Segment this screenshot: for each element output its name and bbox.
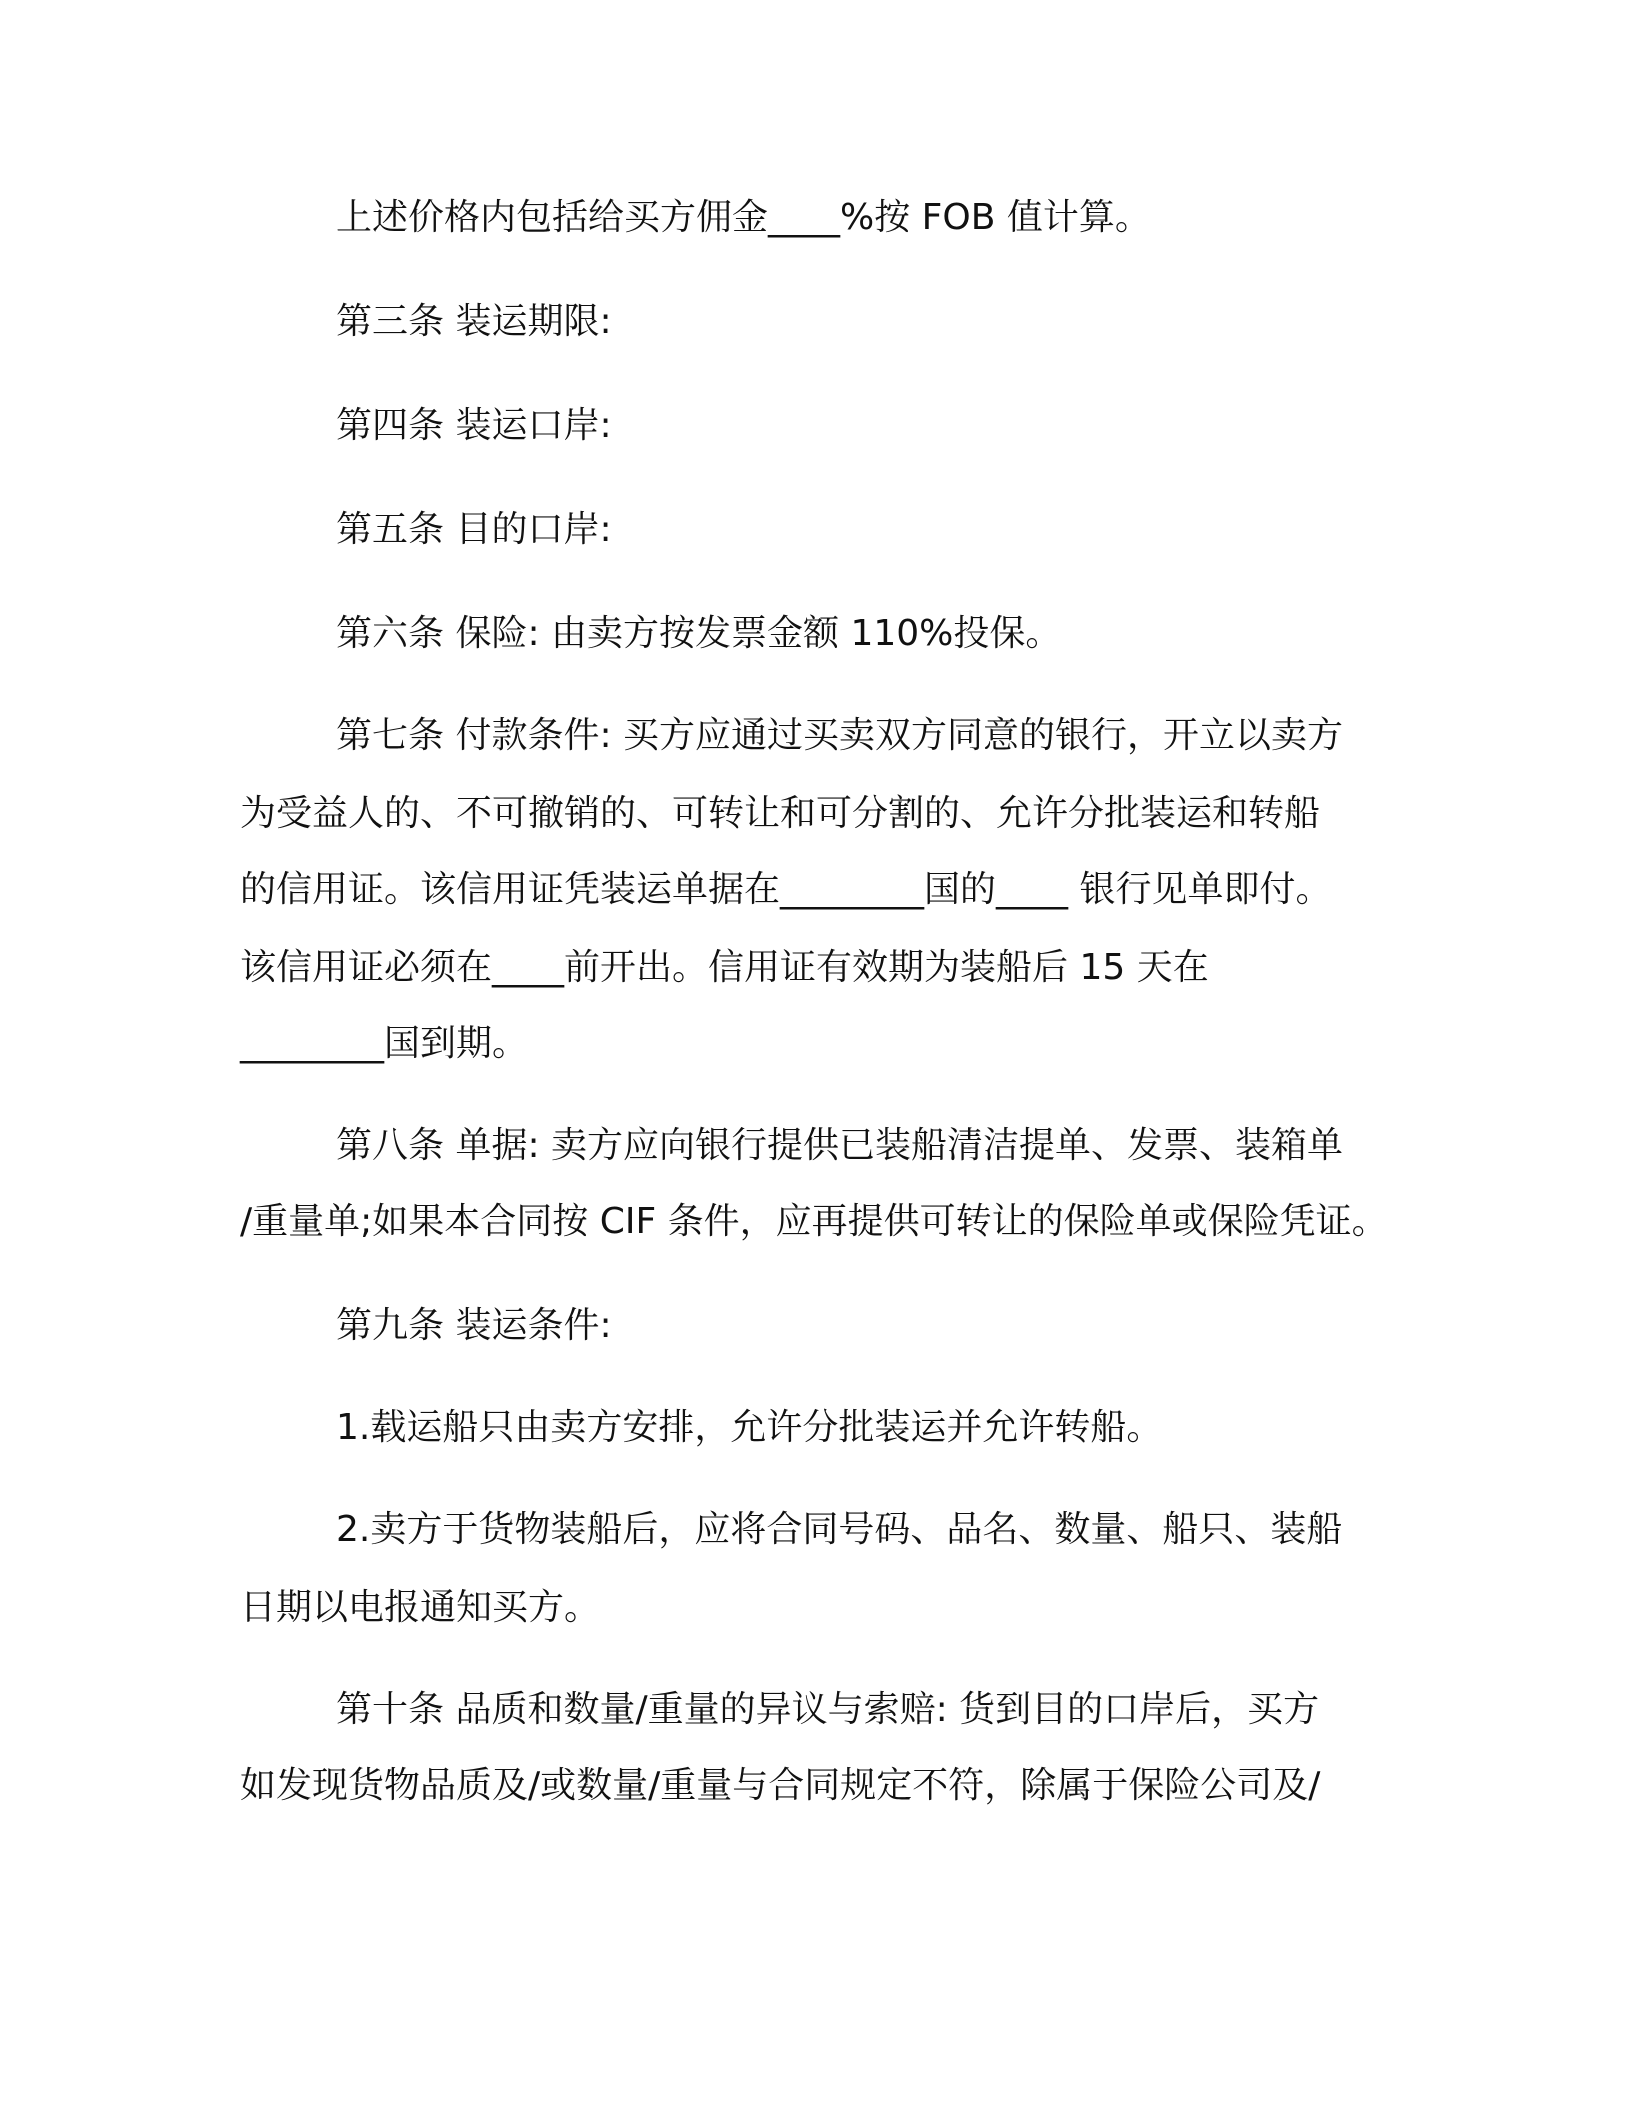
article-10-line-2: 如发现货物品质及/或数量/重量与合同规定不符，除属于保险公司及/ <box>240 1765 1321 1806</box>
article-9-item-2-line-1: 2.卖方于货物装船后，应将合同号码、品名、数量、船只、装船 <box>336 1509 1343 1550</box>
article-3-heading: 第三条 装运期限: <box>336 301 612 342</box>
text-line-commission: 上述价格内包括给买方佣金____%按 FOB 值计算。 <box>336 197 1151 238</box>
article-9-item-1: 1.载运船只由卖方安排，允许分批装运并允许转船。 <box>336 1407 1163 1448</box>
article-9-heading: 第九条 装运条件: <box>336 1305 612 1346</box>
article-7-line-5: ________国到期。 <box>240 1023 529 1064</box>
article-5-heading: 第五条 目的口岸: <box>336 509 612 550</box>
article-9-item-2-line-2: 日期以电报通知买方。 <box>240 1587 601 1628</box>
article-10-line-1: 第十条 品质和数量/重量的异议与索赔: 货到目的口岸后，买方 <box>336 1689 1320 1730</box>
article-8-line-1: 第八条 单据: 卖方应向银行提供已装船清洁提单、发票、装箱单 <box>336 1125 1344 1166</box>
article-4-heading: 第四条 装运口岸: <box>336 405 612 446</box>
article-7-line-2: 为受益人的、不可撤销的、可转让和可分割的、允许分批装运和转船 <box>240 793 1321 834</box>
article-7-line-4: 该信用证必须在____前开出。信用证有效期为装船后 15 天在 <box>240 947 1209 988</box>
article-7-line-3: 的信用证。该信用证凭装运单据在________国的____ 银行见单即付。 <box>240 869 1332 910</box>
article-6-insurance: 第六条 保险: 由卖方按发票金额 110%投保。 <box>336 613 1062 654</box>
article-8-line-2: /重量单;如果本合同按 CIF 条件，应再提供可转让的保险单或保险凭证。 <box>240 1201 1388 1242</box>
article-7-line-1: 第七条 付款条件: 买方应通过买卖双方同意的银行，开立以卖方 <box>336 715 1344 756</box>
